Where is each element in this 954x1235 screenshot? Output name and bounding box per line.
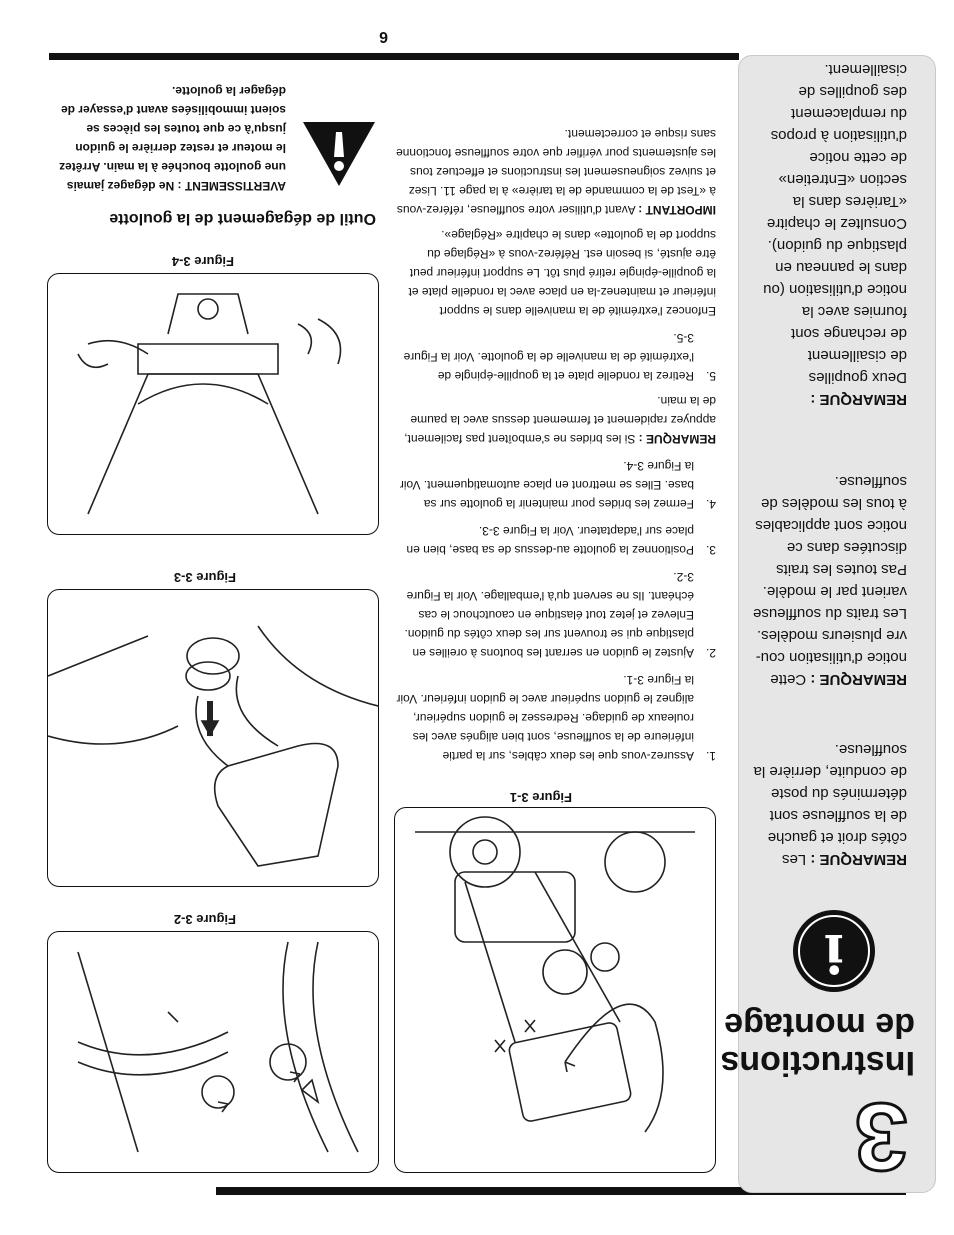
step-3-text: Positionnez la goulotte au-dessus de sa base, bien en place sur l'adaptateur. Voir la Figure 3-3. xyxy=(406,524,694,557)
figure-3-4-drawing xyxy=(48,274,378,534)
tool-section-title: Outil de dégagement de la goulotte xyxy=(109,210,376,227)
chapter-sidebar xyxy=(720,55,936,1193)
warning-label: AVERTISSEMENT : xyxy=(177,179,286,193)
step-1-text: Assurez-vous que les deux câbles, sur la partie inférieure de la souffleuse, sont bien alignés avec les rouleaux de guidage. Redressez le guidon supérieur, alignez le guidon supérieur avec le guidon inférieur. Voir la Figure 3-1. xyxy=(396,673,694,763)
step-5-number: 5. xyxy=(705,369,716,383)
figure-3-2 xyxy=(47,931,379,1173)
figure-3-1-caption: Figure 3-1 xyxy=(509,790,572,805)
info-icon: i xyxy=(793,910,875,992)
step-4 xyxy=(396,456,716,513)
step-3 xyxy=(396,521,716,559)
step-4-number: 4. xyxy=(705,497,716,511)
crank-paragraph: Enfoncez l'extrémité de la manivelle dans le support inférieur et maintenez-la en place avec la rondelle plate et la goupille-épingle retiré plus tôt. Le support inférieur peut être ajusté, si besoin est. Référez-vous à «Réglage du support de la goulotte» dans le chapitre «Réglage». xyxy=(408,228,716,318)
step-5 xyxy=(396,328,716,385)
figure-3-2-drawing xyxy=(48,932,378,1172)
chapter-title xyxy=(720,1006,915,1082)
warning-triangle-icon xyxy=(299,118,379,190)
figure-3-4-caption: Figure 3-4 xyxy=(171,254,234,269)
note-shear-pins-label: REMARQUE : xyxy=(810,391,907,408)
step-4-text: Fermez les brides pour maintenir la goulotte sur sa base. Elles se mettront en place automatiquement. Voir la Figure 3-4. xyxy=(399,459,694,511)
figure-3-3-caption: Figure 3-3 xyxy=(173,570,236,585)
step-2-text: Ajustez le guidon en serrant les boutons à oreilles en plastique qui se trouvent sur les deux côtés du guidon. Enlevez et jetez tout élastique en caoutchouc le cas échéant. Ils ne servent qu'à l'emballage. Voir la Figure 3-2. xyxy=(404,570,694,660)
figure-3-1 xyxy=(394,807,716,1173)
chapter-title-line2: de montage xyxy=(724,1006,915,1044)
note-shear-pins-text: Deux goupilles de cisaillement de rechange sont fournies avec la notice d'utilisation (ou dans le panneau en plastique du guidon). Consultez le chapitre «Tarières dans la section «Entretien» de cette notice d'utilisation à propos du remplacement des goupilles de cisaillement. xyxy=(763,61,907,386)
warning-text xyxy=(48,81,286,195)
figure-3-3-drawing xyxy=(48,590,378,886)
chapter-number: 3 xyxy=(854,1083,908,1190)
figure-3-1-drawing xyxy=(395,808,715,1172)
note-sides xyxy=(747,738,907,892)
step-2-number: 2. xyxy=(705,646,716,660)
figure-3-2-caption: Figure 3-2 xyxy=(173,912,236,927)
step-3-number: 3. xyxy=(705,543,716,557)
note-models-label: REMARQUE : xyxy=(810,671,907,688)
warning-body: Ne dégagez jamais une goulotte bouchée à la main. Arrêtez le moteur et restez derrière le guidon jusqu'à ce que toutes les pièces se soient immobilisées avant d'essayer de dégager la goulotte. xyxy=(59,84,286,193)
figure-3-3 xyxy=(47,589,379,887)
step-1 xyxy=(396,670,716,765)
important-label: IMPORTANT : xyxy=(638,203,716,217)
remark-clamps-text: Si les brides ne s'emboîtent pas facilement, appuyez rapidement et fermement dessus avec la paume de la main. xyxy=(404,394,716,446)
important-paragraph xyxy=(396,124,716,219)
chapter-title-line1: Instructions xyxy=(720,1044,915,1082)
page-number: 6 xyxy=(379,28,388,45)
bottom-rule xyxy=(49,53,739,60)
important-text: Avant d'utiliser votre souffleuse, référez-vous à «Test de la commande de la tarière» à la page 11. Lisez et suivez soigneusement les instructions et effectuez tous les ajustements pour vérifier que votre souffleuse fonctionne sans risque et correctement. xyxy=(396,127,716,217)
instructions-column xyxy=(396,118,716,765)
step-1-number: 1. xyxy=(705,749,716,763)
step-2 xyxy=(396,567,716,662)
note-models xyxy=(747,470,907,712)
note-sides-text: Les côtés droit et gauche de la souffleuse sont déterminés du poste de conduite, derrière la souffleuse. xyxy=(753,741,907,868)
remark-clamps xyxy=(396,391,716,448)
note-shear-pins xyxy=(747,58,907,432)
step-5-text: Retirez la rondelle plate et la goupille-épingle de l'extrémité de la manivelle de la goulotte. Voir la Figure 3-5. xyxy=(403,331,694,383)
figure-3-4 xyxy=(47,273,379,535)
note-models-text: Cette notice d'utilisation cou- vre plusieurs modèles. Les traits du souffleuse varient par le modèle. Pas toutes les traits discutées dans ce notice sont applicables à tous les modèles de souffleuse. xyxy=(753,473,907,688)
note-sides-label: REMARQUE : xyxy=(810,851,907,868)
remark-clamps-label: REMARQUE : xyxy=(638,432,716,446)
